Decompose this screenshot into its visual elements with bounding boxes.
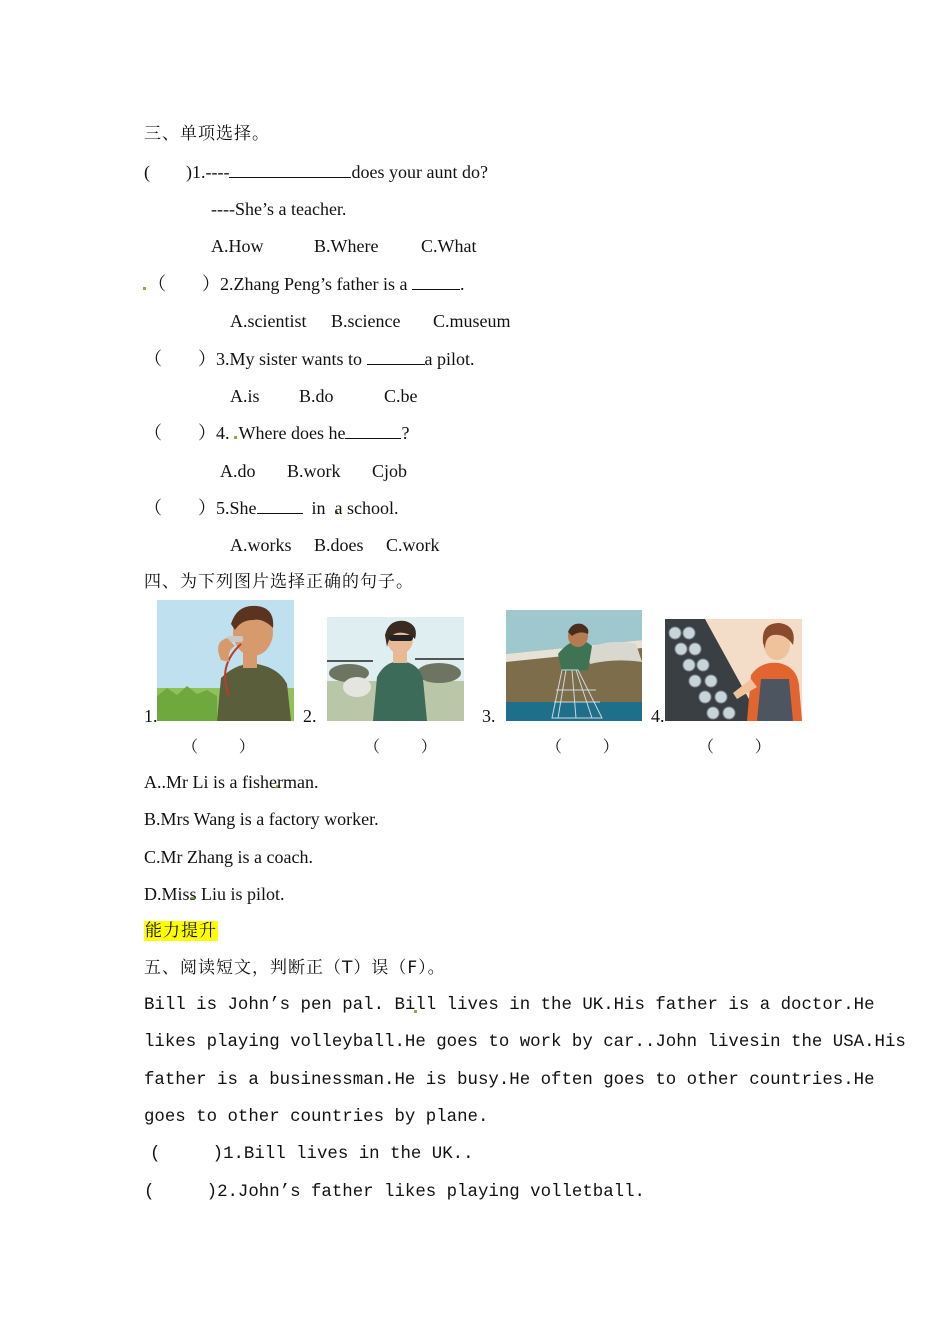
section-4-heading: 四、为下列图片选择正确的句子。	[144, 572, 414, 592]
question-1-answer: ----She’s a teacher.	[211, 199, 347, 219]
answer-paren[interactable]: ( )	[144, 1183, 218, 1202]
option-a: A.scientist	[230, 311, 307, 331]
fisherman-net-image	[506, 610, 642, 721]
answer-paren[interactable]: （ ）	[144, 498, 216, 518]
option-b: B.Where	[314, 236, 379, 256]
answer-paren[interactable]: （ ）	[364, 737, 437, 756]
option-a: A.do	[220, 461, 256, 481]
pilot-helicopter-image	[327, 617, 464, 721]
picture-number: 2.	[303, 706, 317, 726]
marker-dot	[143, 287, 146, 290]
passage-line: Bill is John’s pen pal. Bill lives in the UK.His father is a doctor.He	[144, 996, 875, 1015]
option-a: A.is	[230, 386, 260, 406]
passage-line: father is a businessman.He is busy.He often goes to other countries.He	[144, 1071, 875, 1090]
question-3: （ ）3.My sister wants to a pilot.	[144, 349, 475, 369]
passage-line: goes to other countries by plane.	[144, 1108, 489, 1127]
option-b: B.do	[299, 386, 334, 406]
answer-paren[interactable]: （ ）	[698, 737, 771, 756]
question-1: ( )1.---- does your aunt do?	[144, 162, 488, 182]
choice-a: A..Mr Li is a fisherman.	[144, 772, 319, 792]
factory-worker-image	[665, 619, 802, 721]
answer-paren[interactable]: （ ）	[546, 737, 619, 756]
option-c: C.What	[421, 236, 477, 256]
option-c: C.museum	[433, 311, 511, 331]
ability-improvement-label: 能力提升	[145, 921, 217, 941]
true-false-statement: ( )1.Bill lives in the UK..	[150, 1145, 474, 1164]
picture-number: 3.	[482, 706, 496, 726]
answer-paren[interactable]: ( )	[144, 162, 192, 182]
coach-whistle-image	[157, 600, 294, 721]
choice-b: B.Mrs Wang is a factory worker.	[144, 809, 379, 829]
question-4: （ ）4. Where does he ?	[144, 423, 410, 443]
option-b: B.work	[287, 461, 341, 481]
answer-paren[interactable]: （ ）	[144, 349, 216, 369]
option-b: B.does	[314, 535, 364, 555]
choice-c: C.Mr Zhang is a coach.	[144, 847, 313, 867]
passage-line: likes playing volleyball.He goes to work by car..John livesin the USA.His	[144, 1033, 906, 1052]
option-b: B.science	[331, 311, 401, 331]
option-c: C.work	[386, 535, 440, 555]
answer-paren[interactable]: （ ）	[182, 737, 255, 756]
section-5-heading: 五、阅读短文，判断正（T）误（F）。	[144, 958, 446, 978]
picture-number: 1.	[144, 706, 158, 726]
option-c: Cjob	[372, 461, 408, 481]
picture-number: 4.	[651, 706, 665, 726]
fill-blank[interactable]	[229, 161, 351, 178]
fill-blank[interactable]	[367, 348, 425, 365]
question-5: （ ）5.She in a school.	[144, 498, 399, 518]
option-a: A.How	[211, 236, 264, 256]
fill-blank[interactable]	[345, 422, 401, 439]
fill-blank[interactable]	[412, 273, 460, 290]
option-a: A.works	[230, 535, 292, 555]
answer-paren[interactable]: （ ）	[144, 423, 216, 443]
answer-paren[interactable]: （ ）	[148, 274, 220, 294]
true-false-statement: ( )2.John’s father likes playing volletball.	[144, 1183, 645, 1202]
choice-d: D.Miss Liu is pilot.	[144, 884, 285, 904]
section-3-heading: 三、单项选择。	[144, 124, 270, 144]
question-2: （ ）2.Zhang Peng’s father is a .	[148, 274, 465, 294]
option-c: C.be	[384, 386, 418, 406]
answer-paren[interactable]: ( )	[150, 1145, 224, 1164]
fill-blank[interactable]	[257, 497, 303, 514]
